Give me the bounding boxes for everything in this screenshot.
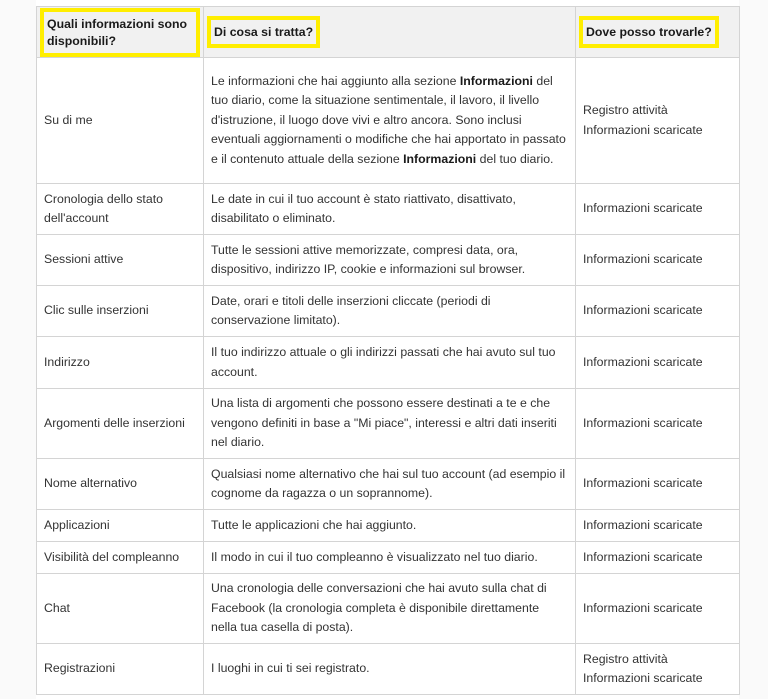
row-description: Qualsiasi nome alternativo che hai sul tuo account (ad esempio il cognome da ragazza o un soprannome). xyxy=(204,459,576,510)
header-cell-where xyxy=(576,7,740,58)
row-description: Le date in cui il tuo account è stato riattivato, disattivato, disabilitato o eliminato. xyxy=(204,184,576,235)
table-row xyxy=(37,542,740,574)
row-where: Informazioni scaricate xyxy=(576,459,740,510)
row-description: Una cronologia delle conversazioni che hai avuto sulla chat di Facebook (la cronologia completa è disponibile direttamente nella tua casella di posta). xyxy=(204,574,576,644)
table-row xyxy=(37,644,740,695)
header-available-info: Quali informazioni sono disponibili? xyxy=(40,8,200,57)
row-where: Informazioni scaricate xyxy=(576,235,740,286)
table-row xyxy=(37,184,740,235)
right-margin xyxy=(739,0,768,699)
header-where-to-find: Dove posso trovarle? xyxy=(579,16,719,48)
row-where: Informazioni scaricate xyxy=(576,574,740,644)
row-where: Informazioni scaricate xyxy=(576,184,740,235)
header-what-is-it: Di cosa si tratta? xyxy=(207,16,320,48)
desc-bold-text: Informazioni xyxy=(403,151,477,166)
table-header-row xyxy=(37,7,740,58)
table-row xyxy=(37,337,740,389)
left-margin xyxy=(0,0,36,699)
where-item: Informazioni scaricate xyxy=(583,122,703,137)
row-where: Informazioni scaricate xyxy=(576,510,740,542)
row-name: Clic sulle inserzioni xyxy=(37,286,204,337)
table-row xyxy=(37,235,740,286)
row-where: Informazioni scaricate xyxy=(576,542,740,574)
row-description: Una lista di argomenti che possono essere destinati a te e che vengono definiti in base a "Mi piace", interessi e altri dati inseriti nel diario. xyxy=(204,389,576,459)
row-description: I luoghi in cui ti sei registrato. xyxy=(204,644,576,695)
row-name: Visibilità del compleanno xyxy=(37,542,204,574)
where-item: Registro attività xyxy=(583,103,668,117)
table-row xyxy=(37,286,740,337)
header-cell-available xyxy=(37,7,204,58)
row-where: Informazioni scaricate xyxy=(576,337,740,389)
row-name: Argomenti delle inserzioni xyxy=(37,389,204,459)
desc-text: Le informazioni che hai aggiunto alla sezione xyxy=(211,73,460,88)
where-item: Registro attività xyxy=(583,651,668,666)
desc-text: del tuo diario. xyxy=(476,151,554,166)
row-where xyxy=(576,58,740,184)
row-description xyxy=(204,58,576,184)
row-where: Informazioni scaricate xyxy=(576,389,740,459)
row-description: Il tuo indirizzo attuale o gli indirizzi passati che hai avuto sul tuo account. xyxy=(204,337,576,389)
row-name: Registrazioni xyxy=(37,644,204,695)
row-name: Nome alternativo xyxy=(37,459,204,510)
row-name: Cronologia dello stato dell'account xyxy=(37,184,204,235)
data-info-table xyxy=(36,6,740,695)
where-item: Informazioni scaricate xyxy=(583,671,703,685)
table-row xyxy=(37,574,740,644)
row-name: Indirizzo xyxy=(37,337,204,389)
table-row xyxy=(37,58,740,184)
row-name: Applicazioni xyxy=(37,510,204,542)
row-name: Sessioni attive xyxy=(37,235,204,286)
table-row xyxy=(37,510,740,542)
row-name: Su di me xyxy=(37,58,204,184)
row-description: Il modo in cui il tuo compleanno è visualizzato nel tuo diario. xyxy=(204,542,576,574)
row-where: Informazioni scaricate xyxy=(576,286,740,337)
row-name: Chat xyxy=(37,574,204,644)
table-row xyxy=(37,389,740,459)
row-description: Date, orari e titoli delle inserzioni cliccate (periodi di conservazione limitato). xyxy=(204,286,576,337)
table-row xyxy=(37,459,740,510)
desc-bold-text: Informazioni xyxy=(459,73,533,88)
desc-text: del tuo diario, come la situazione sentimentale, il lavoro, il livello d'istruzione, il luogo dove vivi e altro ancora. Sono inclusi eventuali aggiornamenti o modifiche che hai apportato in passato e il contenuto attuale della sezione xyxy=(211,73,566,166)
row-where xyxy=(576,644,740,695)
row-description: Tutte le applicazioni che hai aggiunto. xyxy=(204,510,576,542)
row-description: Tutte le sessioni attive memorizzate, compresi data, ora, dispositivo, indirizzo IP, cookie e informazioni sul browser. xyxy=(204,235,576,286)
header-cell-what xyxy=(204,7,576,58)
